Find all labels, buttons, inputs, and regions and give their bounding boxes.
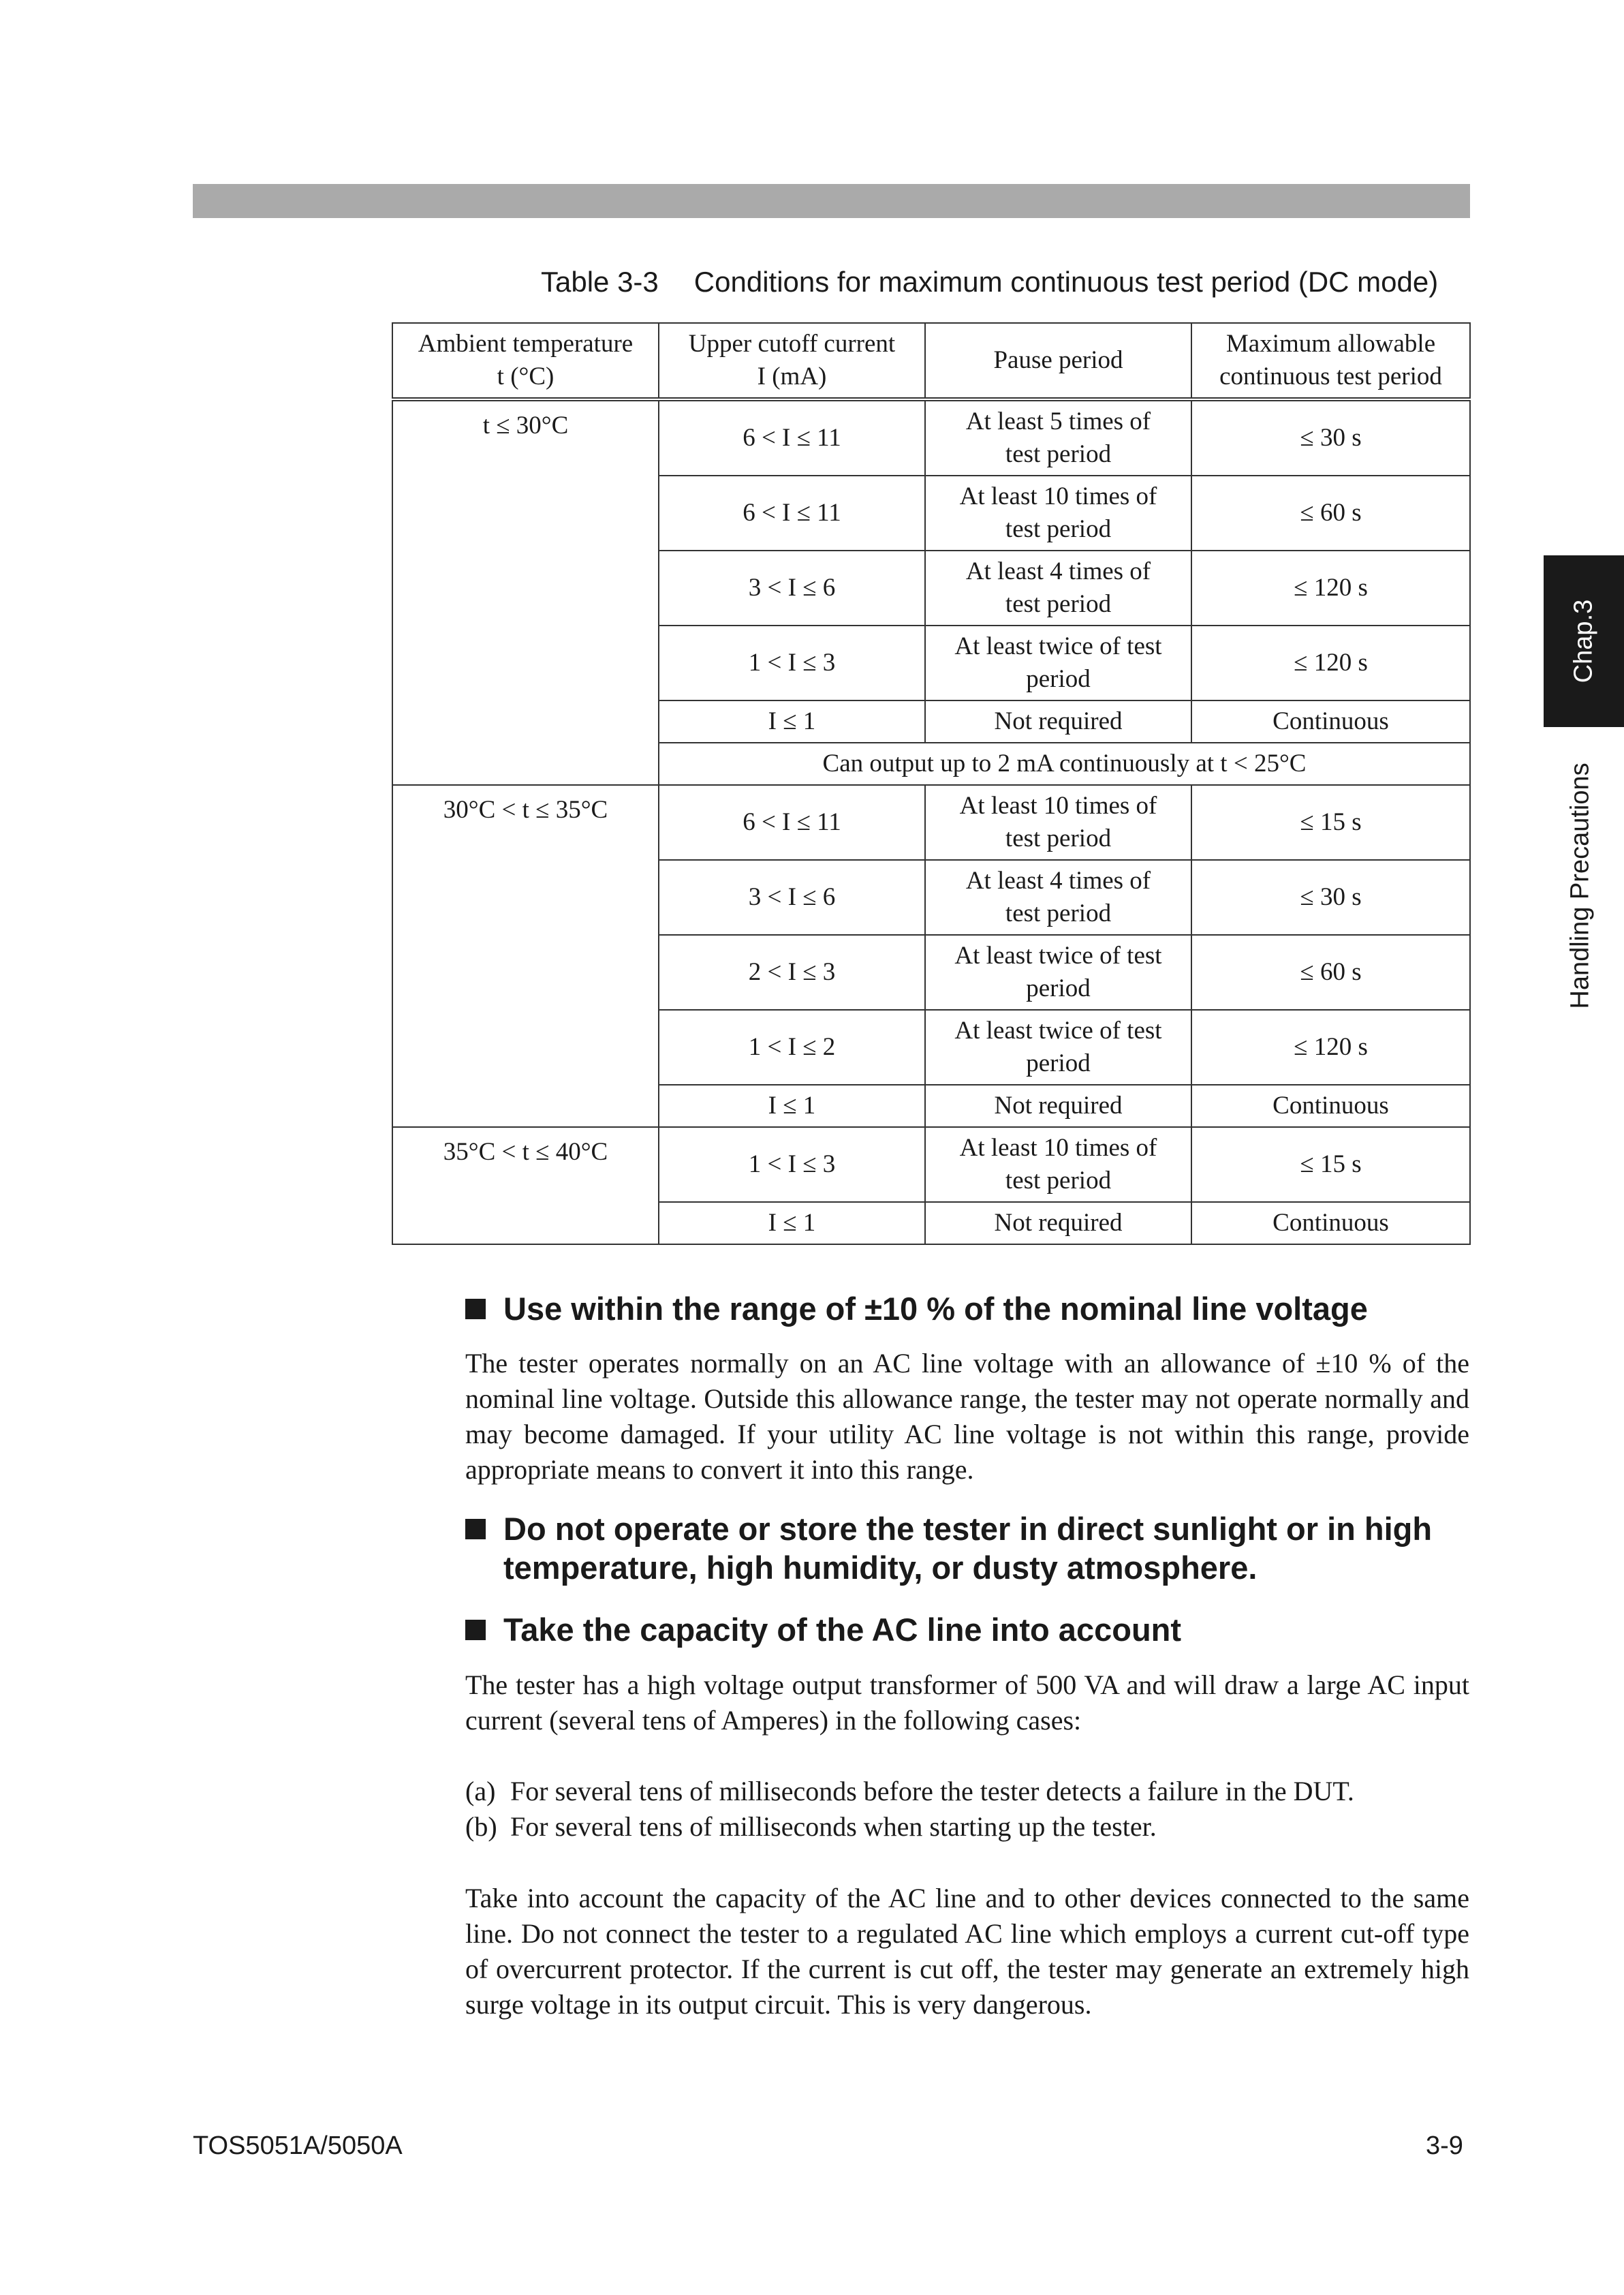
table-row: 30°C < t ≤ 35°C 6 < I ≤ 11 At least 10 times of test period ≤ 15 s xyxy=(392,785,1470,860)
table-row: I ≤ 1 Not required Continuous xyxy=(392,700,1470,743)
table-row: 6 < I ≤ 11 At least 10 times of test period ≤ 60 s xyxy=(392,476,1470,551)
paragraph-warning: Take into account the capacity of the AC line and to other devices connected to the same line. Do not connect the tester to a regulated AC line which employs a current cut-off type of overcurrent protector. If the current is cut off, the tester may generate an extremely high surge voltage in its output circuit. This is very dangerous. xyxy=(465,1883,1469,2020)
conditions-table xyxy=(392,322,1471,1245)
table-row: 1 < I ≤ 2 At least twice of test period ≤ 120 s xyxy=(392,1010,1470,1085)
table-row: 1 < I ≤ 3 At least twice of test period ≤ 120 s xyxy=(392,626,1470,700)
table-number: Table 3-3 xyxy=(541,266,659,298)
list-item: (a) For several tens of milliseconds before the tester detects a failure in the DUT. xyxy=(465,1776,1354,1806)
ambient-cell: 35°C < t ≤ 40°C xyxy=(392,1127,659,1244)
ambient-cell: t ≤ 30°C xyxy=(392,399,659,785)
header-current: Upper cutoff current I (mA) xyxy=(659,323,925,399)
table-row: t ≤ 30°C 6 < I ≤ 11 At least 5 times of test period ≤ 30 s xyxy=(392,399,1470,476)
section-heading-voltage: Use within the range of ±10 % of the nominal line voltage xyxy=(465,1289,1368,1328)
table-row: 35°C < t ≤ 40°C 1 < I ≤ 3 At least 10 times of test period ≤ 15 s xyxy=(392,1127,1470,1202)
bullet-square-icon xyxy=(465,1519,486,1539)
paragraph-capacity: The tester has a high voltage output transformer of 500 VA and will draw a large AC input current (several tens of Amperes) in the following cases: xyxy=(465,1669,1469,1736)
table-note: Can output up to 2 mA continuously at t < 25°C xyxy=(659,743,1470,785)
ambient-cell: 30°C < t ≤ 35°C xyxy=(392,785,659,1127)
bullet-square-icon xyxy=(465,1620,486,1640)
page-number: 3-9 xyxy=(1426,2131,1463,2160)
section-heading-environment: Do not operate or store the tester in direct sunlight or in high temperature, high humidity, or dusty atmosphere. xyxy=(465,1509,1432,1587)
table-row: 3 < I ≤ 6 At least 4 times of test period ≤ 120 s xyxy=(392,551,1470,626)
paragraph-voltage: The tester operates normally on an AC line voltage with an allowance of ±10 % of the nominal line voltage. Outside this allowance range, the tester may not operate normally and may become damaged. If your utility AC line voltage is not within this range, provide appropriate means to convert it into this range. xyxy=(465,1348,1469,1485)
table-row: I ≤ 1 Not required Continuous xyxy=(392,1202,1470,1244)
table-title: Conditions for maximum continuous test period (DC mode) xyxy=(693,266,1439,298)
table-row: 3 < I ≤ 6 At least 4 times of test period ≤ 30 s xyxy=(392,860,1470,935)
bullet-square-icon xyxy=(465,1299,486,1319)
header-ambient: Ambient temperature t (°C) xyxy=(392,323,659,399)
header-bar xyxy=(193,184,1470,218)
table-header-row xyxy=(392,323,1470,399)
header-pause: Pause period xyxy=(925,323,1191,399)
section-side-label: Handling Precautions xyxy=(1565,763,1595,1009)
table-caption xyxy=(541,266,1495,298)
list-item: (b) For several tens of milliseconds when starting up the tester. xyxy=(465,1811,1157,1842)
section-heading-capacity: Take the capacity of the AC line into account xyxy=(465,1610,1181,1649)
footer-model: TOS5051A/5050A xyxy=(193,2131,403,2160)
table-row: 2 < I ≤ 3 At least twice of test period ≤ 60 s xyxy=(392,935,1470,1010)
header-max: Maximum allowable continuous test period xyxy=(1191,323,1470,399)
chapter-tab: Chap.3 xyxy=(1544,555,1624,727)
table-row: I ≤ 1 Not required Continuous xyxy=(392,1085,1470,1127)
